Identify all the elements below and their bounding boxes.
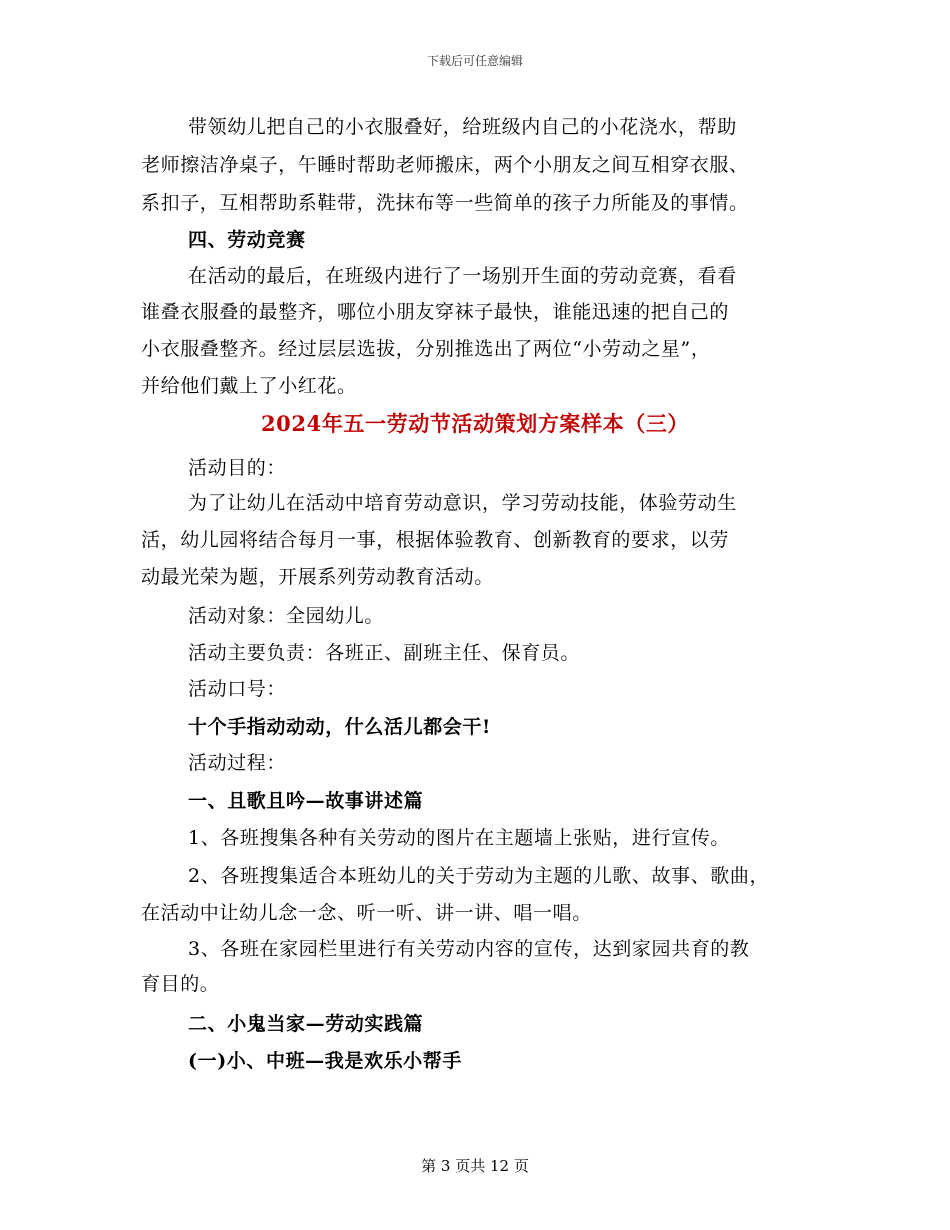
slogan: 十个手指动动动，什么活儿都会干! [188,716,491,738]
section-heading: 一、且歌且吟—故事讲述篇 [188,790,424,812]
paragraph-line: 在活动的最后，在班级内进行了一场别开生面的劳动竞赛，看看 [188,265,737,287]
paragraph-line: 活动主要负责：各班正、副班主任、保育员。 [188,642,581,664]
section-heading: 二、小鬼当家—劳动实践篇 [188,1013,424,1035]
paragraph-line: 老师擦洁净桌子，午睡时帮助老师搬床，两个小朋友之间互相穿衣服、 [141,154,749,176]
paragraph-line: 小衣服叠整齐。经过层层选拔，分别推选出了两位“小劳动之星”， [141,338,711,360]
section-heading: 四、劳动竞赛 [188,229,306,251]
sub-heading: (一)小、中班—我是欢乐小帮手 [188,1050,462,1072]
paragraph-line: 系扣子，互相帮助系鞋带，洗抹布等一些简单的孩子力所能及的事情。 [141,192,749,214]
paragraph-line: 活，幼儿园将结合每月一事，根据体验教育、创新教育的要求，以劳 [141,529,730,551]
section-title: 2024年五一劳动节活动策划方案样本（三） [260,411,690,436]
list-item: 2、各班搜集适合本班幼儿的关于劳动为主题的儿歌、故事、歌曲， [188,865,770,887]
paragraph-line: 育目的。 [141,973,220,995]
paragraph-line: 并给他们戴上了小红花。 [141,375,357,397]
page-header: 下载后可任意编辑 [426,54,523,68]
paragraph-line: 在活动中让幼儿念一念、听一听、讲一讲、唱一唱。 [141,902,592,924]
paragraph-line: 活动口号： [188,678,287,700]
paragraph-line: 动最光荣为题，开展系列劳动教育活动。 [141,566,494,588]
paragraph-line: 带领幼儿把自己的小衣服叠好，给班级内自己的小花浇水，帮助 [188,116,737,138]
paragraph-line: 为了让幼儿在活动中培育劳动意识，学习劳动技能，体验劳动生 [188,492,737,514]
list-item: 3、各班在家园栏里进行有关劳动内容的宣传，达到家园共育的教 [188,938,750,960]
paragraph-line: 活动对象：全园幼儿。 [188,605,385,627]
page-footer: 第 3 页共 12 页 [421,1157,529,1175]
paragraph-line: 活动过程： [188,752,287,774]
list-item: 1、各班搜集各种有关劳动的图片在主题墙上张贴，进行宣传。 [188,827,730,849]
paragraph-line: 活动目的： [188,457,287,479]
paragraph-line: 谁叠衣服叠的最整齐，哪位小朋友穿袜子最快，谁能迅速的把自己的 [141,301,730,323]
